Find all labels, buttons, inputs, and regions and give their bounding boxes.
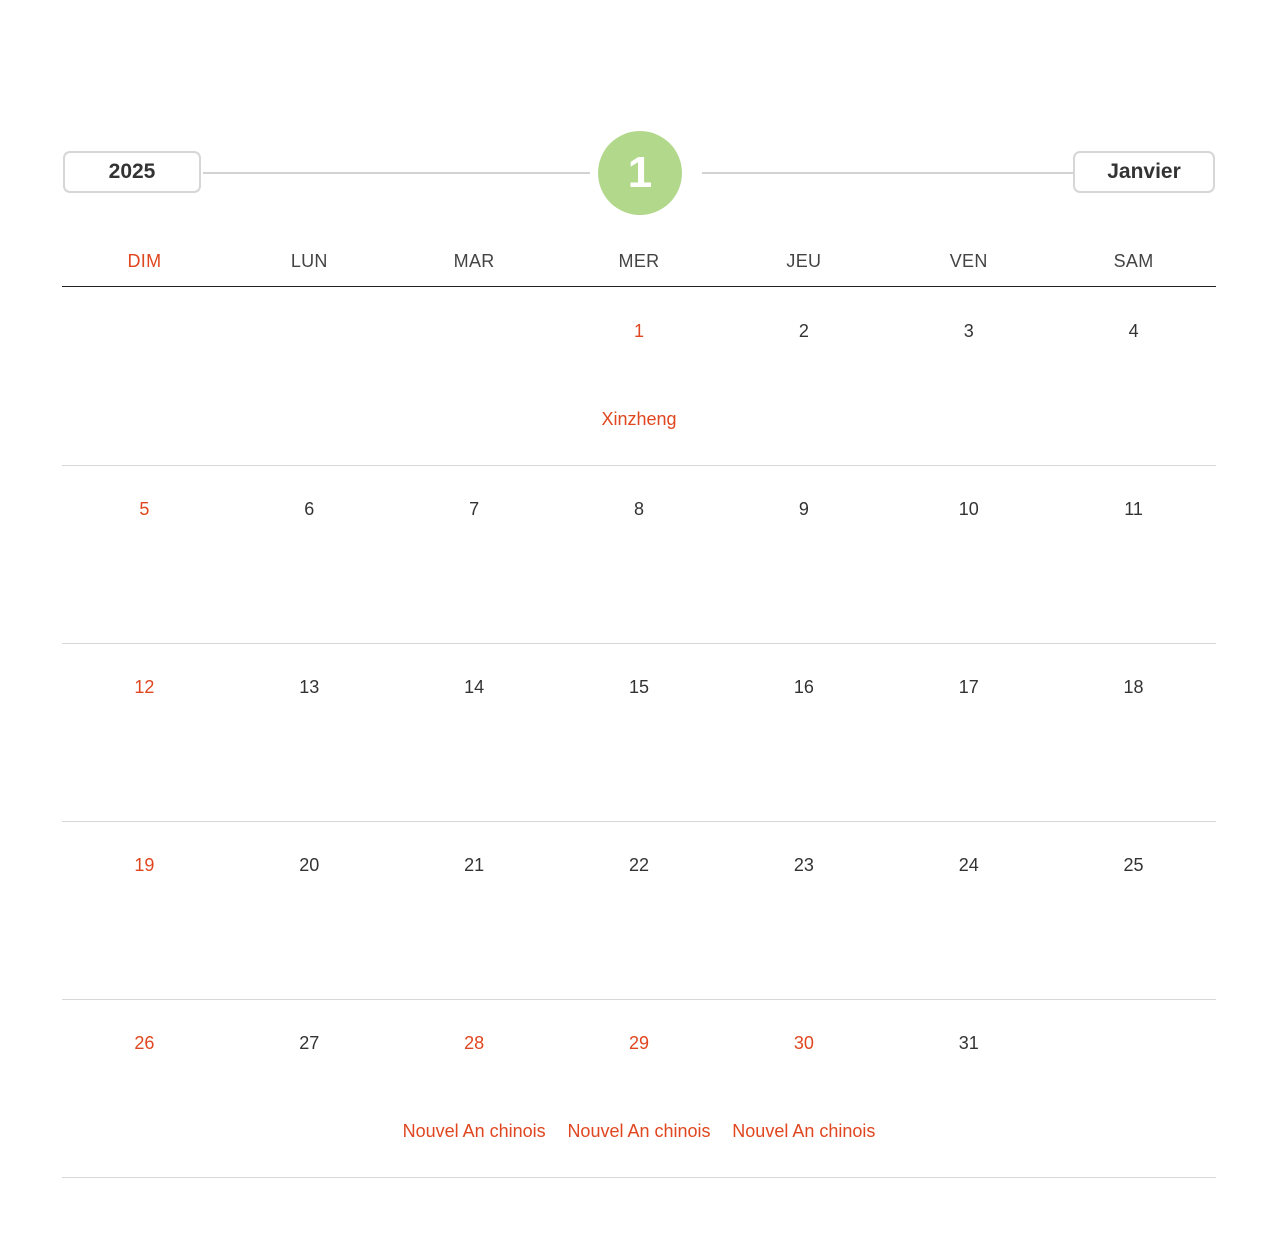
day-number: 31 bbox=[958, 1033, 979, 1053]
calendar-grid bbox=[62, 288, 1216, 1178]
day-cell[interactable] bbox=[227, 644, 392, 821]
day-cell[interactable] bbox=[886, 1000, 1051, 1177]
day-number: 10 bbox=[958, 499, 979, 519]
day-number: 1 bbox=[633, 321, 644, 341]
calendar-week-row bbox=[62, 466, 1216, 644]
day-number: 29 bbox=[628, 1033, 649, 1053]
weekday-thu: JEU bbox=[786, 250, 822, 271]
day-number: 9 bbox=[798, 499, 809, 519]
day-cell[interactable] bbox=[227, 822, 392, 999]
day-number: 26 bbox=[134, 1033, 155, 1053]
day-cell[interactable] bbox=[557, 466, 722, 643]
day-number: 16 bbox=[793, 677, 814, 697]
day-cell[interactable] bbox=[721, 644, 886, 821]
day-cell[interactable] bbox=[886, 644, 1051, 821]
day-number: 11 bbox=[1124, 499, 1143, 519]
day-number: 14 bbox=[464, 677, 485, 697]
day-number: 6 bbox=[304, 499, 315, 519]
header-divider-left bbox=[203, 172, 590, 174]
calendar-week-row bbox=[62, 822, 1216, 1000]
day-number: 13 bbox=[299, 677, 320, 697]
holiday-label: Nouvel An chinois bbox=[402, 1121, 546, 1141]
day-number: 15 bbox=[628, 677, 649, 697]
day-number: 23 bbox=[793, 855, 814, 875]
day-number: 7 bbox=[469, 499, 480, 519]
holiday-label: Xinzheng bbox=[601, 409, 677, 429]
day-cell[interactable] bbox=[392, 466, 557, 643]
day-number: 28 bbox=[464, 1033, 485, 1053]
holiday-label: Nouvel An chinois bbox=[567, 1121, 711, 1141]
day-cell[interactable] bbox=[1051, 466, 1216, 643]
weekday-sun: DIM bbox=[127, 250, 162, 271]
day-number: 3 bbox=[963, 321, 974, 341]
day-number: 8 bbox=[633, 499, 644, 519]
weekday-sat: SAM bbox=[1113, 250, 1154, 271]
day-number: 12 bbox=[134, 677, 155, 697]
day-number: 22 bbox=[628, 855, 649, 875]
empty-day-cell bbox=[1051, 1000, 1216, 1177]
weekday-mon: LUN bbox=[290, 250, 328, 271]
day-number: 5 bbox=[139, 499, 150, 519]
empty-day-cell bbox=[62, 288, 227, 465]
day-number: 30 bbox=[793, 1033, 814, 1053]
day-number: 21 bbox=[464, 855, 485, 875]
day-number: 2 bbox=[798, 321, 809, 341]
day-cell[interactable] bbox=[227, 466, 392, 643]
day-number: 19 bbox=[134, 855, 155, 875]
day-cell[interactable] bbox=[886, 466, 1051, 643]
day-cell[interactable] bbox=[227, 1000, 392, 1177]
day-cell[interactable] bbox=[721, 822, 886, 999]
day-cell[interactable] bbox=[721, 288, 886, 465]
calendar-week-row bbox=[62, 644, 1216, 822]
day-number: 27 bbox=[299, 1033, 320, 1053]
day-cell[interactable] bbox=[1051, 644, 1216, 821]
weekday-wed: MER bbox=[618, 250, 660, 271]
header-divider-right bbox=[702, 172, 1074, 174]
day-cell[interactable] bbox=[721, 1000, 886, 1177]
day-number: 18 bbox=[1123, 677, 1144, 697]
day-cell[interactable] bbox=[62, 644, 227, 821]
day-cell[interactable] bbox=[62, 466, 227, 643]
day-cell[interactable] bbox=[392, 822, 557, 999]
weekday-fri: VEN bbox=[949, 250, 988, 271]
day-number: 25 bbox=[1123, 855, 1144, 875]
calendar-week-row bbox=[62, 288, 1216, 466]
weekday-tue: MAR bbox=[453, 250, 495, 271]
day-cell[interactable] bbox=[886, 822, 1051, 999]
year-selector[interactable]: 2025 bbox=[63, 151, 201, 193]
empty-day-cell bbox=[227, 288, 392, 465]
day-cell[interactable] bbox=[557, 1000, 722, 1177]
day-number: 17 bbox=[958, 677, 979, 697]
calendar-header bbox=[0, 0, 1280, 230]
day-cell[interactable] bbox=[557, 822, 722, 999]
day-cell[interactable] bbox=[62, 822, 227, 999]
day-cell[interactable] bbox=[392, 644, 557, 821]
calendar-week-row bbox=[62, 1000, 1216, 1178]
month-number-badge: 1 bbox=[598, 131, 682, 215]
day-cell[interactable] bbox=[1051, 822, 1216, 999]
weekday-header bbox=[62, 236, 1216, 287]
day-number: 20 bbox=[299, 855, 320, 875]
day-cell[interactable] bbox=[721, 466, 886, 643]
day-cell[interactable] bbox=[557, 644, 722, 821]
holiday-label: Nouvel An chinois bbox=[732, 1121, 876, 1141]
day-cell[interactable] bbox=[62, 1000, 227, 1177]
day-cell[interactable] bbox=[886, 288, 1051, 465]
day-number: 4 bbox=[1128, 321, 1139, 341]
day-cell[interactable] bbox=[1051, 288, 1216, 465]
empty-day-cell bbox=[392, 288, 557, 465]
day-cell[interactable] bbox=[392, 1000, 557, 1177]
day-number: 24 bbox=[958, 855, 979, 875]
month-selector[interactable]: Janvier bbox=[1073, 151, 1215, 193]
day-cell[interactable] bbox=[557, 288, 722, 465]
